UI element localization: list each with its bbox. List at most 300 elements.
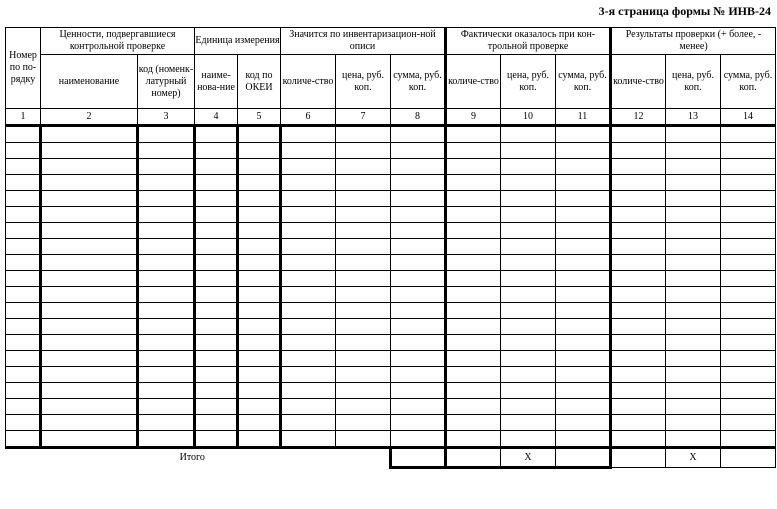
table-cell[interactable]: [336, 159, 391, 175]
table-cell[interactable]: [138, 271, 195, 287]
table-cell[interactable]: [6, 255, 41, 271]
table-cell[interactable]: [556, 415, 611, 431]
table-cell[interactable]: [611, 335, 666, 351]
table-cell[interactable]: [195, 239, 238, 255]
table-cell[interactable]: [446, 383, 501, 399]
table-cell[interactable]: [721, 399, 776, 415]
table-cell[interactable]: [6, 303, 41, 319]
table-cell[interactable]: [41, 239, 138, 255]
table-cell[interactable]: [666, 431, 721, 448]
table-cell[interactable]: [666, 175, 721, 191]
table-cell[interactable]: [6, 126, 41, 143]
table-cell[interactable]: [281, 207, 336, 223]
table-cell[interactable]: [721, 207, 776, 223]
table-cell[interactable]: [391, 126, 446, 143]
table-cell[interactable]: [238, 126, 281, 143]
table-cell[interactable]: [195, 351, 238, 367]
table-cell[interactable]: [41, 383, 138, 399]
table-cell[interactable]: [721, 271, 776, 287]
table-cell[interactable]: [138, 207, 195, 223]
table-cell[interactable]: [446, 319, 501, 335]
table-cell[interactable]: [391, 319, 446, 335]
table-cell[interactable]: [721, 431, 776, 448]
table-cell[interactable]: [281, 143, 336, 159]
table-cell[interactable]: [41, 159, 138, 175]
table-cell[interactable]: [238, 415, 281, 431]
table-cell[interactable]: [556, 303, 611, 319]
table-cell[interactable]: [556, 255, 611, 271]
table-cell[interactable]: [336, 335, 391, 351]
table-cell[interactable]: [6, 175, 41, 191]
table-cell[interactable]: [238, 255, 281, 271]
table-cell[interactable]: [666, 303, 721, 319]
table-cell[interactable]: [721, 303, 776, 319]
table-cell[interactable]: [501, 431, 556, 448]
table-row: [6, 239, 776, 255]
table-cell[interactable]: [666, 367, 721, 383]
table-cell[interactable]: [6, 415, 41, 431]
table-row: [6, 143, 776, 159]
table-cell[interactable]: [336, 351, 391, 367]
table-cell[interactable]: [138, 367, 195, 383]
table-cell[interactable]: [238, 431, 281, 448]
table-cell[interactable]: [195, 191, 238, 207]
table-cell[interactable]: [556, 319, 611, 335]
table-cell[interactable]: [238, 399, 281, 415]
table-cell[interactable]: [6, 431, 41, 448]
table-cell[interactable]: [446, 415, 501, 431]
table-cell[interactable]: [336, 303, 391, 319]
table-cell[interactable]: [611, 207, 666, 223]
table-cell[interactable]: [391, 223, 446, 239]
table-cell[interactable]: [391, 367, 446, 383]
table-cell[interactable]: [446, 367, 501, 383]
table-cell[interactable]: [281, 431, 336, 448]
table-cell[interactable]: [6, 143, 41, 159]
table-cell[interactable]: [281, 303, 336, 319]
table-cell[interactable]: [41, 351, 138, 367]
table-cell[interactable]: [138, 126, 195, 143]
table-cell[interactable]: [556, 207, 611, 223]
table-cell[interactable]: [6, 271, 41, 287]
table-cell[interactable]: [41, 126, 138, 143]
table-cell[interactable]: [501, 319, 556, 335]
table-cell[interactable]: [41, 431, 138, 448]
table-cell[interactable]: [391, 143, 446, 159]
form-title: 3-я страница формы № ИНВ-24: [598, 4, 771, 18]
table-cell[interactable]: [336, 143, 391, 159]
table-cell[interactable]: [611, 191, 666, 207]
table-cell[interactable]: [391, 191, 446, 207]
table-cell[interactable]: [611, 351, 666, 367]
table-cell[interactable]: [666, 159, 721, 175]
table-cell[interactable]: [391, 207, 446, 223]
total-results-quantity-cell[interactable]: [611, 448, 666, 468]
column-number: 6: [281, 109, 336, 126]
table-cell[interactable]: [6, 383, 41, 399]
table-cell[interactable]: [501, 415, 556, 431]
table-cell[interactable]: [391, 399, 446, 415]
table-cell[interactable]: [6, 399, 41, 415]
table-cell[interactable]: [6, 223, 41, 239]
table-cell[interactable]: [446, 126, 501, 143]
table-cell[interactable]: [238, 303, 281, 319]
table-cell[interactable]: [336, 319, 391, 335]
table-cell[interactable]: [721, 191, 776, 207]
table-row: [6, 223, 776, 239]
table-cell[interactable]: [238, 335, 281, 351]
table-cell[interactable]: [501, 399, 556, 415]
table-cell[interactable]: [138, 335, 195, 351]
table-cell[interactable]: [611, 271, 666, 287]
table-cell[interactable]: [336, 175, 391, 191]
table-cell[interactable]: [281, 399, 336, 415]
table-cell[interactable]: [501, 175, 556, 191]
table-cell[interactable]: [666, 207, 721, 223]
table-cell[interactable]: [391, 415, 446, 431]
header-row-number: Номер по по-рядку: [6, 28, 41, 109]
table-cell[interactable]: [721, 319, 776, 335]
table-cell[interactable]: [391, 335, 446, 351]
table-cell[interactable]: [138, 223, 195, 239]
table-cell[interactable]: [666, 223, 721, 239]
table-cell[interactable]: [281, 255, 336, 271]
table-cell[interactable]: [138, 255, 195, 271]
table-cell[interactable]: [238, 383, 281, 399]
table-cell[interactable]: [611, 175, 666, 191]
table-cell[interactable]: [556, 143, 611, 159]
table-cell[interactable]: [238, 207, 281, 223]
table-cell[interactable]: [195, 126, 238, 143]
table-cell[interactable]: [6, 239, 41, 255]
table-cell[interactable]: [721, 239, 776, 255]
table-cell[interactable]: [6, 159, 41, 175]
table-cell[interactable]: [666, 399, 721, 415]
table-cell[interactable]: [238, 287, 281, 303]
table-cell[interactable]: [611, 126, 666, 143]
table-row: [6, 431, 776, 448]
table-cell[interactable]: [195, 143, 238, 159]
table-cell[interactable]: [556, 399, 611, 415]
table-cell[interactable]: [666, 383, 721, 399]
table-cell[interactable]: [721, 255, 776, 271]
table-cell[interactable]: [138, 175, 195, 191]
table-cell[interactable]: [195, 383, 238, 399]
table-cell[interactable]: [556, 287, 611, 303]
table-cell[interactable]: [336, 126, 391, 143]
table-cell[interactable]: [336, 223, 391, 239]
table-cell[interactable]: [195, 303, 238, 319]
table-cell[interactable]: [666, 271, 721, 287]
table-cell[interactable]: [6, 319, 41, 335]
table-cell[interactable]: [666, 191, 721, 207]
table-cell[interactable]: [195, 175, 238, 191]
table-cell[interactable]: [281, 335, 336, 351]
table-cell[interactable]: [281, 271, 336, 287]
table-cell[interactable]: [336, 239, 391, 255]
table-cell[interactable]: [666, 335, 721, 351]
table-cell[interactable]: [556, 159, 611, 175]
column-number: 1: [6, 109, 41, 126]
table-cell[interactable]: [195, 159, 238, 175]
table-cell[interactable]: [611, 255, 666, 271]
table-cell[interactable]: [336, 207, 391, 223]
table-cell[interactable]: [556, 191, 611, 207]
table-cell[interactable]: [721, 175, 776, 191]
table-cell[interactable]: [138, 191, 195, 207]
table-cell[interactable]: [41, 399, 138, 415]
table-cell[interactable]: [611, 143, 666, 159]
table-cell[interactable]: [138, 159, 195, 175]
table-cell[interactable]: [138, 319, 195, 335]
table-cell[interactable]: [611, 383, 666, 399]
table-cell[interactable]: [611, 399, 666, 415]
table-cell[interactable]: [281, 159, 336, 175]
total-actual-quantity-cell[interactable]: [446, 448, 501, 468]
table-cell[interactable]: [446, 239, 501, 255]
table-cell[interactable]: [238, 175, 281, 191]
table-cell[interactable]: [391, 159, 446, 175]
table-cell[interactable]: [6, 191, 41, 207]
table-cell[interactable]: [6, 367, 41, 383]
table-cell[interactable]: [556, 383, 611, 399]
table-cell[interactable]: [238, 191, 281, 207]
table-cell[interactable]: [666, 126, 721, 143]
table-cell[interactable]: [556, 271, 611, 287]
table-cell[interactable]: [238, 223, 281, 239]
table-cell[interactable]: [446, 159, 501, 175]
table-cell[interactable]: [501, 271, 556, 287]
table-cell[interactable]: [721, 367, 776, 383]
table-row: [6, 303, 776, 319]
table-cell[interactable]: [721, 351, 776, 367]
table-cell[interactable]: [41, 255, 138, 271]
table-cell[interactable]: [195, 271, 238, 287]
table-cell[interactable]: [195, 335, 238, 351]
table-cell[interactable]: [556, 239, 611, 255]
table-cell[interactable]: [446, 335, 501, 351]
table-cell[interactable]: [501, 351, 556, 367]
table-cell[interactable]: [501, 255, 556, 271]
table-cell[interactable]: [611, 367, 666, 383]
table-cell[interactable]: [721, 143, 776, 159]
table-cell[interactable]: [6, 287, 41, 303]
table-cell[interactable]: [138, 431, 195, 448]
table-cell[interactable]: [721, 287, 776, 303]
table-cell[interactable]: [666, 351, 721, 367]
table-cell[interactable]: [238, 319, 281, 335]
table-cell[interactable]: [556, 335, 611, 351]
table-cell[interactable]: [501, 126, 556, 143]
table-cell[interactable]: [501, 207, 556, 223]
table-cell[interactable]: [41, 415, 138, 431]
table-cell[interactable]: [721, 126, 776, 143]
table-cell[interactable]: [611, 303, 666, 319]
table-cell[interactable]: [611, 431, 666, 448]
table-cell[interactable]: [391, 351, 446, 367]
table-cell[interactable]: [41, 271, 138, 287]
table-cell[interactable]: [611, 415, 666, 431]
table-cell[interactable]: [238, 239, 281, 255]
table-cell[interactable]: [6, 207, 41, 223]
table-cell[interactable]: [281, 175, 336, 191]
table-cell[interactable]: [138, 399, 195, 415]
table-cell[interactable]: [501, 303, 556, 319]
table-cell[interactable]: [41, 367, 138, 383]
table-cell[interactable]: [446, 303, 501, 319]
table-cell[interactable]: [446, 351, 501, 367]
table-cell[interactable]: [446, 271, 501, 287]
table-cell[interactable]: [336, 287, 391, 303]
table-cell[interactable]: [391, 287, 446, 303]
table-cell[interactable]: [611, 159, 666, 175]
table-cell[interactable]: [721, 415, 776, 431]
table-cell[interactable]: [238, 367, 281, 383]
table-cell[interactable]: [446, 207, 501, 223]
table-cell[interactable]: [41, 335, 138, 351]
table-cell[interactable]: [501, 239, 556, 255]
table-cell[interactable]: [501, 159, 556, 175]
table-cell[interactable]: [138, 351, 195, 367]
total-listed-sum-cell[interactable]: [391, 448, 446, 468]
table-cell[interactable]: [41, 175, 138, 191]
table-cell[interactable]: [281, 287, 336, 303]
table-cell[interactable]: [556, 431, 611, 448]
table-cell[interactable]: [41, 143, 138, 159]
table-cell[interactable]: [501, 367, 556, 383]
table-cell[interactable]: [556, 367, 611, 383]
table-cell[interactable]: [721, 335, 776, 351]
table-cell[interactable]: [446, 143, 501, 159]
table-cell[interactable]: [41, 191, 138, 207]
table-cell[interactable]: [195, 319, 238, 335]
table-cell[interactable]: [611, 287, 666, 303]
table-cell[interactable]: [556, 351, 611, 367]
table-cell[interactable]: [666, 143, 721, 159]
table-cell[interactable]: [138, 383, 195, 399]
table-cell[interactable]: [721, 159, 776, 175]
table-cell[interactable]: [281, 191, 336, 207]
table-cell[interactable]: [501, 335, 556, 351]
table-cell[interactable]: [281, 351, 336, 367]
table-cell[interactable]: [611, 239, 666, 255]
table-cell[interactable]: [446, 399, 501, 415]
table-cell[interactable]: [138, 239, 195, 255]
table-cell[interactable]: [336, 367, 391, 383]
table-cell[interactable]: [336, 431, 391, 448]
table-cell[interactable]: [391, 431, 446, 448]
table-cell[interactable]: [501, 143, 556, 159]
table-cell[interactable]: [238, 271, 281, 287]
table-cell[interactable]: [556, 126, 611, 143]
table-cell[interactable]: [138, 303, 195, 319]
table-cell[interactable]: [666, 415, 721, 431]
table-cell[interactable]: [666, 239, 721, 255]
table-cell[interactable]: [391, 271, 446, 287]
table-cell[interactable]: [195, 223, 238, 239]
table-cell[interactable]: [336, 383, 391, 399]
table-cell[interactable]: [336, 271, 391, 287]
table-cell[interactable]: [391, 255, 446, 271]
table-cell[interactable]: [195, 367, 238, 383]
table-cell[interactable]: [281, 367, 336, 383]
column-number: 5: [238, 109, 281, 126]
table-cell[interactable]: [238, 159, 281, 175]
table-cell[interactable]: [666, 287, 721, 303]
table-cell[interactable]: [446, 223, 501, 239]
table-cell[interactable]: [281, 126, 336, 143]
table-cell[interactable]: [611, 223, 666, 239]
header-listed-price: цена, руб. коп.: [336, 55, 391, 109]
table-cell[interactable]: [281, 239, 336, 255]
table-cell[interactable]: [501, 383, 556, 399]
table-cell[interactable]: [195, 287, 238, 303]
table-cell[interactable]: [195, 207, 238, 223]
table-cell[interactable]: [336, 255, 391, 271]
table-cell[interactable]: [446, 191, 501, 207]
table-cell[interactable]: [391, 239, 446, 255]
table-cell[interactable]: [6, 351, 41, 367]
table-cell[interactable]: [446, 287, 501, 303]
table-cell[interactable]: [195, 255, 238, 271]
table-cell[interactable]: [41, 287, 138, 303]
table-cell[interactable]: [391, 383, 446, 399]
total-label: Итого: [179, 452, 205, 464]
total-actual-sum-cell[interactable]: [556, 448, 611, 468]
table-cell[interactable]: [446, 431, 501, 448]
table-cell[interactable]: [336, 415, 391, 431]
table-cell[interactable]: [281, 223, 336, 239]
table-cell[interactable]: [721, 223, 776, 239]
table-cell[interactable]: [336, 399, 391, 415]
table-cell[interactable]: [195, 399, 238, 415]
table-cell[interactable]: [556, 175, 611, 191]
table-cell[interactable]: [446, 175, 501, 191]
table-cell[interactable]: [41, 223, 138, 239]
table-cell[interactable]: [556, 223, 611, 239]
table-cell[interactable]: [41, 303, 138, 319]
table-cell[interactable]: [281, 415, 336, 431]
data-rows: [6, 126, 776, 448]
table-cell[interactable]: [195, 431, 238, 448]
column-number: 8: [391, 109, 446, 126]
table-cell[interactable]: [666, 255, 721, 271]
table-cell[interactable]: [195, 415, 238, 431]
total-results-sum-cell[interactable]: [721, 448, 776, 468]
table-cell[interactable]: [138, 287, 195, 303]
table-cell[interactable]: [138, 143, 195, 159]
table-cell[interactable]: [238, 351, 281, 367]
table-cell[interactable]: [501, 223, 556, 239]
table-cell[interactable]: [446, 255, 501, 271]
table-cell[interactable]: [336, 191, 391, 207]
table-cell[interactable]: [611, 319, 666, 335]
table-cell[interactable]: [41, 319, 138, 335]
table-cell[interactable]: [6, 335, 41, 351]
table-cell[interactable]: [138, 415, 195, 431]
table-cell[interactable]: [501, 287, 556, 303]
table-row: [6, 271, 776, 287]
table-cell[interactable]: [41, 207, 138, 223]
table-cell[interactable]: [501, 191, 556, 207]
table-cell[interactable]: [281, 383, 336, 399]
table-cell[interactable]: [391, 175, 446, 191]
table-cell[interactable]: [281, 319, 336, 335]
table-cell[interactable]: [391, 303, 446, 319]
table-cell[interactable]: [721, 383, 776, 399]
table-cell[interactable]: [238, 143, 281, 159]
table-cell[interactable]: [666, 319, 721, 335]
